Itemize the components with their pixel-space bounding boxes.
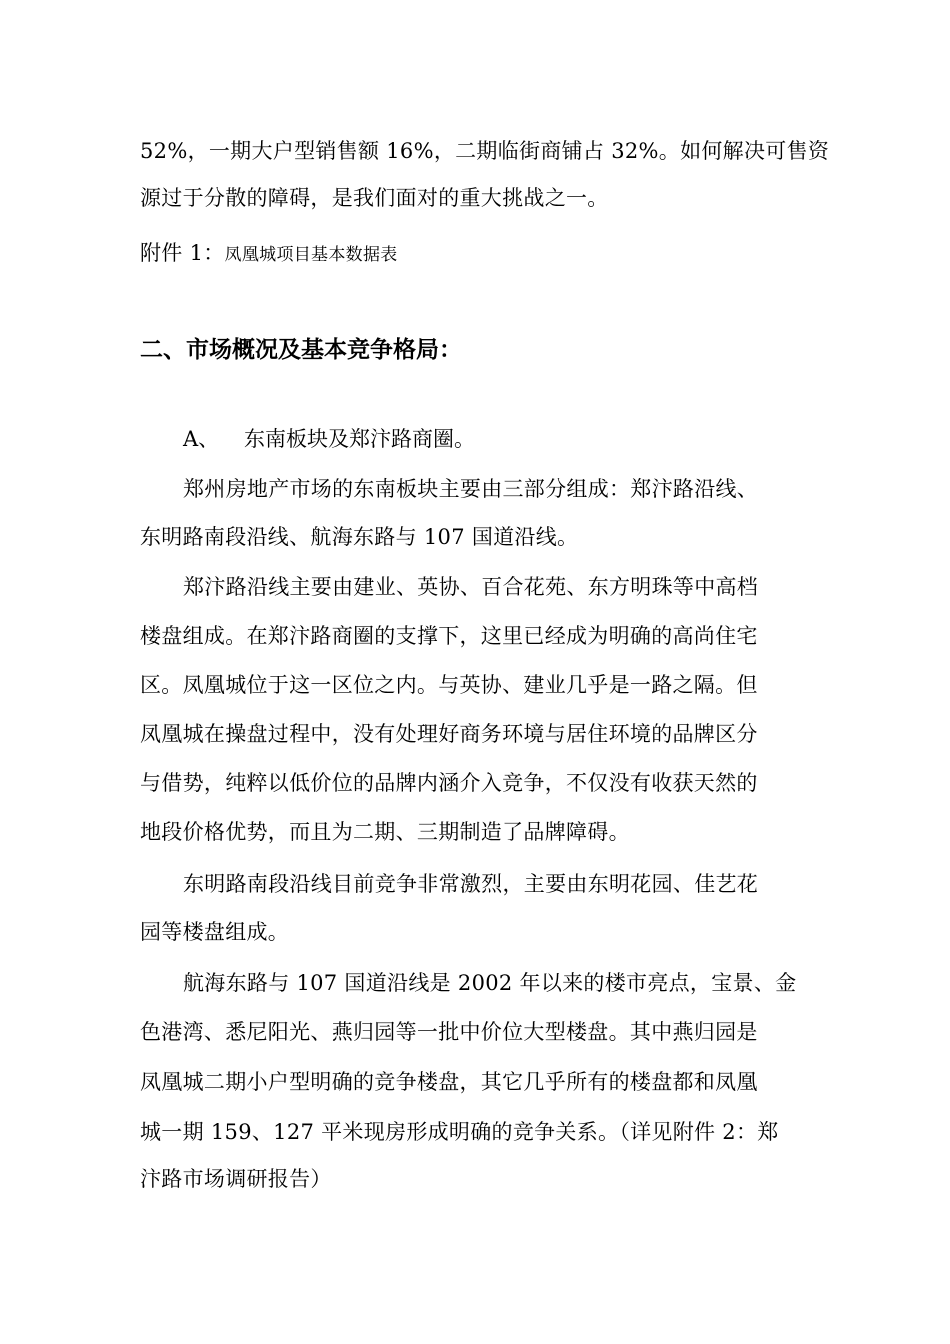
intro-line-2: 源过于分散的障碍，是我们面对的重大挑战之一。 bbox=[140, 186, 609, 210]
paragraph-2-line-6: 地段价格优势，而且为二期、三期制造了品牌障碍。 bbox=[140, 820, 630, 844]
paragraph-4-line-2: 色港湾、悉尼阳光、燕归园等一批中价位大型楼盘。其中燕归园是 bbox=[140, 1020, 758, 1044]
subsection-title: 东南板块及郑汴路商圈。 bbox=[244, 427, 475, 451]
paragraph-4-line-1: 航海东路与 107 国道沿线是 2002 年以来的楼市亮点，宝景、金 bbox=[183, 971, 797, 995]
paragraph-2-line-3: 区。凤凰城位于这一区位之内。与英协、建业几乎是一路之隔。但 bbox=[140, 673, 758, 697]
attachment-title: 凤凰城项目基本数据表 bbox=[224, 245, 398, 265]
paragraph-4-line-4: 城一期 159、127 平米现房形成明确的竞争关系。（详见附件 2：郑 bbox=[140, 1120, 779, 1144]
attachment-line bbox=[140, 239, 398, 269]
paragraph-3-line-1: 东明路南段沿线目前竞争非常激烈，主要由东明花园、佳艺花 bbox=[183, 872, 759, 896]
paragraph-2-line-2: 楼盘组成。在郑汴路商圈的支撑下，这里已经成为明确的高尚住宅 bbox=[140, 624, 758, 648]
subsection-label: A、 bbox=[183, 427, 220, 451]
paragraph-2-line-1: 郑汴路沿线主要由建业、英协、百合花苑、东方明珠等中高档 bbox=[183, 575, 759, 599]
paragraph-2-line-4: 凤凰城在操盘过程中，没有处理好商务环境与居住环境的品牌区分 bbox=[140, 722, 758, 746]
intro-line-1: 52%，一期大户型销售额 16%，二期临街商铺占 32%。如何解决可售资 bbox=[140, 139, 830, 163]
paragraph-2-line-5: 与借势，纯粹以低价位的品牌内涵介入竞争，不仅没有收获天然的 bbox=[140, 771, 758, 795]
attachment-prefix: 附件 1： bbox=[140, 241, 225, 265]
paragraph-3-line-2: 园等楼盘组成。 bbox=[140, 920, 290, 944]
section-heading: 二、市场概况及基本竞争格局： bbox=[140, 337, 462, 363]
paragraph-1-line-2: 东明路南段沿线、航海东路与 107 国道沿线。 bbox=[140, 525, 579, 549]
paragraph-4-line-5: 汴路市场调研报告） bbox=[140, 1167, 332, 1191]
paragraph-4-line-3: 凤凰城二期小户型明确的竞争楼盘，其它几乎所有的楼盘都和凤凰 bbox=[140, 1070, 758, 1094]
paragraph-1-line-1: 郑州房地产市场的东南板块主要由三部分组成：郑汴路沿线、 bbox=[183, 477, 759, 501]
